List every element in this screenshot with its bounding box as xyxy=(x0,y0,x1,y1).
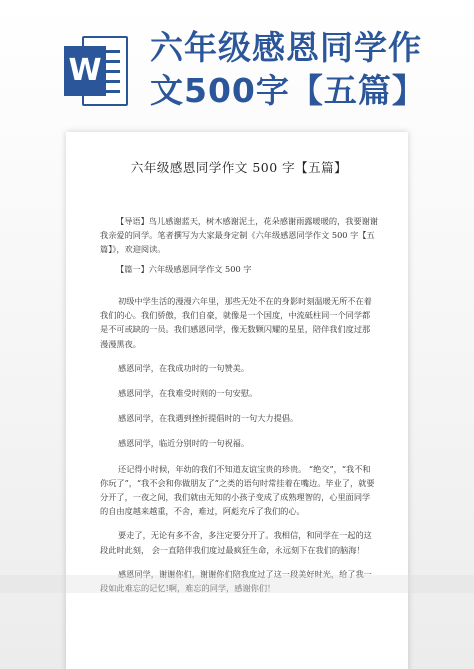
watermark-band xyxy=(0,575,474,593)
body-paragraph: 感恩同学，在我遇到挫折提倡时的一句大力提倡。 xyxy=(118,413,299,424)
body-paragraph: 初级中学生活的漫漫六年里，那些无处不在的身影时刻温暖无所不在着我们的心。我们骄傲，我们自豪，就像是一个国度，中流砥柱同一个同学都是不可或缺的一员。我们感恩同学，像无数颗闪耀的星星，陪伴我们度过那漫漫黑夜。 xyxy=(100,296,372,349)
intro-paragraph: 【导语】鸟儿感谢蓝天，树木感谢泥土，花朵感谢雨露暖暖的，我要谢谢我亲爱的同学。笔者撰写为大家最身定制《六年级感恩同学作文 500 字【五篇】》，欢迎阅读。 xyxy=(100,216,379,254)
document-title: 六年级感恩同学作文 500 字【五篇】 xyxy=(130,160,348,175)
body-paragraph: 要走了，无论有多不舍，多注定要分开了。我相信，和同学在一起的这段此时此刻， 会一直陪伴我们度过最疯狂生命，永远刻下在我们的脑海！ xyxy=(100,530,372,555)
body-paragraph: 还记得小时候，年幼的我们不知道友谊宝贵的珍贵。 “绝交”，“我不和你玩了”，“我不会和你做朋友了”之类的语句时常挂着在嘴边。毕业了，就要分开了，一夜之间，我们就由无知的小孩子变成了成熟理智的，心里面同学的自由度越来越重，不舍，难过，阿彪充斥了我们的心。 xyxy=(100,463,375,517)
body-paragraph: 感恩同学，在我成功时的一句赞美。 xyxy=(118,362,250,373)
body-paragraph: 感恩同学，在我难受时则的一句安慰。 xyxy=(118,388,258,399)
word-document-icon xyxy=(64,36,128,106)
body-paragraph: 感恩同学，临近分别时的一句祝福。 xyxy=(118,438,250,449)
body-paragraph: 感恩同学，谢谢你们，谢谢你们陪我度过了这一段美好时光，给了我一段如此难忘的记忆!啊，难忘的同学，感谢你们！ xyxy=(100,568,372,594)
word-icon-badge: W xyxy=(64,46,106,96)
header-title: 六年级感恩同学作文500字【五篇】 xyxy=(150,28,426,110)
section-label: 【篇一】六年级感恩同学作文 500 字 xyxy=(116,264,252,274)
